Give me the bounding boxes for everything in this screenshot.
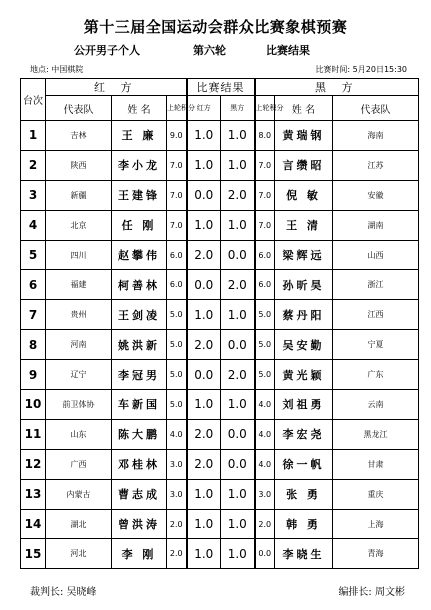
black-team: 黑龙江 <box>333 419 419 449</box>
black-player-name: 言缵昭 <box>275 150 333 180</box>
black-team: 广东 <box>333 360 419 390</box>
red-team: 河南 <box>46 330 112 360</box>
black-team-header: 代表队 <box>333 96 419 121</box>
black-team: 浙江 <box>333 270 419 300</box>
black-prev-points-header: 上轮积分 <box>255 96 275 121</box>
result-header: 比赛结果 <box>187 79 255 96</box>
red-player-name: 王 廉 <box>112 121 167 151</box>
red-prev-points-header: 上轮积分 <box>167 96 187 121</box>
black-prev-points: 7.0 <box>255 210 275 240</box>
red-score: 1.0 <box>187 210 221 240</box>
black-prev-points: 7.0 <box>255 150 275 180</box>
venue: 地点: 中国棋院 <box>30 65 84 74</box>
black-score: 0.0 <box>221 240 255 270</box>
red-player-name: 赵攀伟 <box>112 240 167 270</box>
black-team: 云南 <box>333 390 419 420</box>
results-table <box>20 78 419 569</box>
black-score: 1.0 <box>221 539 255 569</box>
table-row <box>21 539 419 569</box>
board-number: 12 <box>21 449 46 479</box>
black-player-name: 张 勇 <box>275 479 333 509</box>
red-prev-points: 3.0 <box>167 449 187 479</box>
red-team: 贵州 <box>46 300 112 330</box>
red-player-name: 柯善林 <box>112 270 167 300</box>
board-number: 3 <box>21 180 46 210</box>
red-team: 福建 <box>46 270 112 300</box>
red-prev-points: 6.0 <box>167 270 187 300</box>
red-player-name: 任 刚 <box>112 210 167 240</box>
red-score: 1.0 <box>187 539 221 569</box>
black-name-header: 姓 名 <box>275 96 333 121</box>
black-team: 青海 <box>333 539 419 569</box>
board-number: 1 <box>21 121 46 151</box>
table-row <box>21 449 419 479</box>
red-player-name: 邓桂林 <box>112 449 167 479</box>
red-prev-points: 7.0 <box>167 210 187 240</box>
black-score: 1.0 <box>221 300 255 330</box>
red-score: 1.0 <box>187 479 221 509</box>
red-team: 北京 <box>46 210 112 240</box>
red-team: 新疆 <box>46 180 112 210</box>
table-row <box>21 150 419 180</box>
black-prev-points: 2.0 <box>255 509 275 539</box>
table-row <box>21 360 419 390</box>
black-prev-points: 8.0 <box>255 121 275 151</box>
red-player-name: 曹志成 <box>112 479 167 509</box>
black-team: 山西 <box>333 240 419 270</box>
board-header: 台次 <box>21 79 46 121</box>
chief-compiler: 编排长: 周文彬 <box>338 587 405 598</box>
black-prev-points: 5.0 <box>255 330 275 360</box>
black-prev-points: 0.0 <box>255 539 275 569</box>
red-team: 四川 <box>46 240 112 270</box>
red-side-header: 红 方 <box>46 79 187 96</box>
red-team: 湖北 <box>46 509 112 539</box>
match-time: 比赛时间: 5月20日15:30 <box>315 65 407 74</box>
round-label: 第六轮 <box>193 44 226 57</box>
black-score: 1.0 <box>221 390 255 420</box>
black-prev-points: 6.0 <box>255 270 275 300</box>
red-score: 1.0 <box>187 150 221 180</box>
black-team: 江苏 <box>333 150 419 180</box>
black-score: 1.0 <box>221 150 255 180</box>
board-number: 4 <box>21 210 46 240</box>
black-score: 1.0 <box>221 509 255 539</box>
red-team: 前卫体协 <box>46 390 112 420</box>
black-team: 海南 <box>333 121 419 151</box>
red-score: 1.0 <box>187 390 221 420</box>
black-player-name: 黄光颖 <box>275 360 333 390</box>
table-row <box>21 479 419 509</box>
red-prev-points: 5.0 <box>167 390 187 420</box>
board-number: 6 <box>21 270 46 300</box>
page-title: 第十三届全国运动会群众比赛象棋预赛 <box>83 18 348 36</box>
red-prev-points: 5.0 <box>167 360 187 390</box>
black-prev-points: 5.0 <box>255 360 275 390</box>
board-number: 15 <box>21 539 46 569</box>
black-score: 2.0 <box>221 360 255 390</box>
board-number: 8 <box>21 330 46 360</box>
red-score: 0.0 <box>187 360 221 390</box>
red-team: 吉林 <box>46 121 112 151</box>
red-score: 2.0 <box>187 330 221 360</box>
black-player-name: 孙昕昊 <box>275 270 333 300</box>
red-prev-points: 5.0 <box>167 330 187 360</box>
black-prev-points: 7.0 <box>255 180 275 210</box>
red-score: 2.0 <box>187 240 221 270</box>
red-player-name: 姚洪新 <box>112 330 167 360</box>
black-prev-points: 3.0 <box>255 479 275 509</box>
red-score: 0.0 <box>187 270 221 300</box>
red-player-name: 王剑凌 <box>112 300 167 330</box>
black-team: 湖南 <box>333 210 419 240</box>
black-team: 甘肃 <box>333 449 419 479</box>
board-number: 10 <box>21 390 46 420</box>
table-row <box>21 180 419 210</box>
red-player-name: 王建锋 <box>112 180 167 210</box>
red-player-name: 曾洪涛 <box>112 509 167 539</box>
red-prev-points: 9.0 <box>167 121 187 151</box>
red-prev-points: 2.0 <box>167 539 187 569</box>
red-name-header: 姓 名 <box>112 96 167 121</box>
table-row <box>21 330 419 360</box>
black-score: 1.0 <box>221 210 255 240</box>
result-type: 比赛结果 <box>266 44 310 57</box>
red-score: 1.0 <box>187 121 221 151</box>
table-row <box>21 240 419 270</box>
table-row <box>21 509 419 539</box>
event-name: 公开男子个人 <box>74 44 140 57</box>
red-team: 内蒙古 <box>46 479 112 509</box>
black-player-name: 李晓生 <box>275 539 333 569</box>
table-row <box>21 300 419 330</box>
red-prev-points: 3.0 <box>167 479 187 509</box>
red-prev-points: 5.0 <box>167 300 187 330</box>
red-score: 1.0 <box>187 509 221 539</box>
black-score: 0.0 <box>221 330 255 360</box>
black-score: 1.0 <box>221 121 255 151</box>
red-score-header: 红方 <box>187 96 221 121</box>
board-number: 9 <box>21 360 46 390</box>
board-number: 13 <box>21 479 46 509</box>
red-prev-points: 7.0 <box>167 180 187 210</box>
red-player-name: 李 刚 <box>112 539 167 569</box>
board-number: 7 <box>21 300 46 330</box>
black-score: 2.0 <box>221 270 255 300</box>
red-prev-points: 2.0 <box>167 509 187 539</box>
red-prev-points: 6.0 <box>167 240 187 270</box>
black-score-header: 黑方 <box>221 96 255 121</box>
black-team: 上海 <box>333 509 419 539</box>
red-team: 河北 <box>46 539 112 569</box>
red-team: 广西 <box>46 449 112 479</box>
red-team-header: 代表队 <box>46 96 112 121</box>
black-side-header: 黑 方 <box>255 79 419 96</box>
table-row <box>21 270 419 300</box>
board-number: 11 <box>21 419 46 449</box>
red-player-name: 车新国 <box>112 390 167 420</box>
red-player-name: 陈大鹏 <box>112 419 167 449</box>
black-player-name: 徐一帆 <box>275 449 333 479</box>
black-player-name: 刘祖勇 <box>275 390 333 420</box>
black-player-name: 倪 敏 <box>275 180 333 210</box>
black-prev-points: 4.0 <box>255 419 275 449</box>
black-player-name: 黄瑞钢 <box>275 121 333 151</box>
chief-referee: 裁判长: 吴晓峰 <box>30 587 97 598</box>
table-row <box>21 210 419 240</box>
black-player-name: 蔡丹阳 <box>275 300 333 330</box>
black-player-name: 李宏尧 <box>275 419 333 449</box>
black-player-name: 梁辉远 <box>275 240 333 270</box>
red-team: 陕西 <box>46 150 112 180</box>
black-player-name: 韩 勇 <box>275 509 333 539</box>
red-prev-points: 7.0 <box>167 150 187 180</box>
black-prev-points: 4.0 <box>255 390 275 420</box>
black-team: 安徽 <box>333 180 419 210</box>
board-number: 5 <box>21 240 46 270</box>
black-prev-points: 4.0 <box>255 449 275 479</box>
red-player-name: 李小龙 <box>112 150 167 180</box>
black-prev-points: 5.0 <box>255 300 275 330</box>
table-row <box>21 390 419 420</box>
black-score: 1.0 <box>221 479 255 509</box>
red-score: 2.0 <box>187 449 221 479</box>
red-player-name: 李冠男 <box>112 360 167 390</box>
black-team: 江西 <box>333 300 419 330</box>
black-player-name: 王 清 <box>275 210 333 240</box>
black-prev-points: 6.0 <box>255 240 275 270</box>
black-team: 宁夏 <box>333 330 419 360</box>
black-player-name: 吴安勤 <box>275 330 333 360</box>
board-number: 14 <box>21 509 46 539</box>
red-score: 2.0 <box>187 419 221 449</box>
table-row <box>21 121 419 151</box>
red-score: 1.0 <box>187 300 221 330</box>
red-team: 辽宁 <box>46 360 112 390</box>
table-row <box>21 419 419 449</box>
red-score: 0.0 <box>187 180 221 210</box>
red-team: 山东 <box>46 419 112 449</box>
board-number: 2 <box>21 150 46 180</box>
black-score: 0.0 <box>221 419 255 449</box>
black-score: 0.0 <box>221 449 255 479</box>
red-prev-points: 4.0 <box>167 419 187 449</box>
black-score: 2.0 <box>221 180 255 210</box>
black-team: 重庆 <box>333 479 419 509</box>
